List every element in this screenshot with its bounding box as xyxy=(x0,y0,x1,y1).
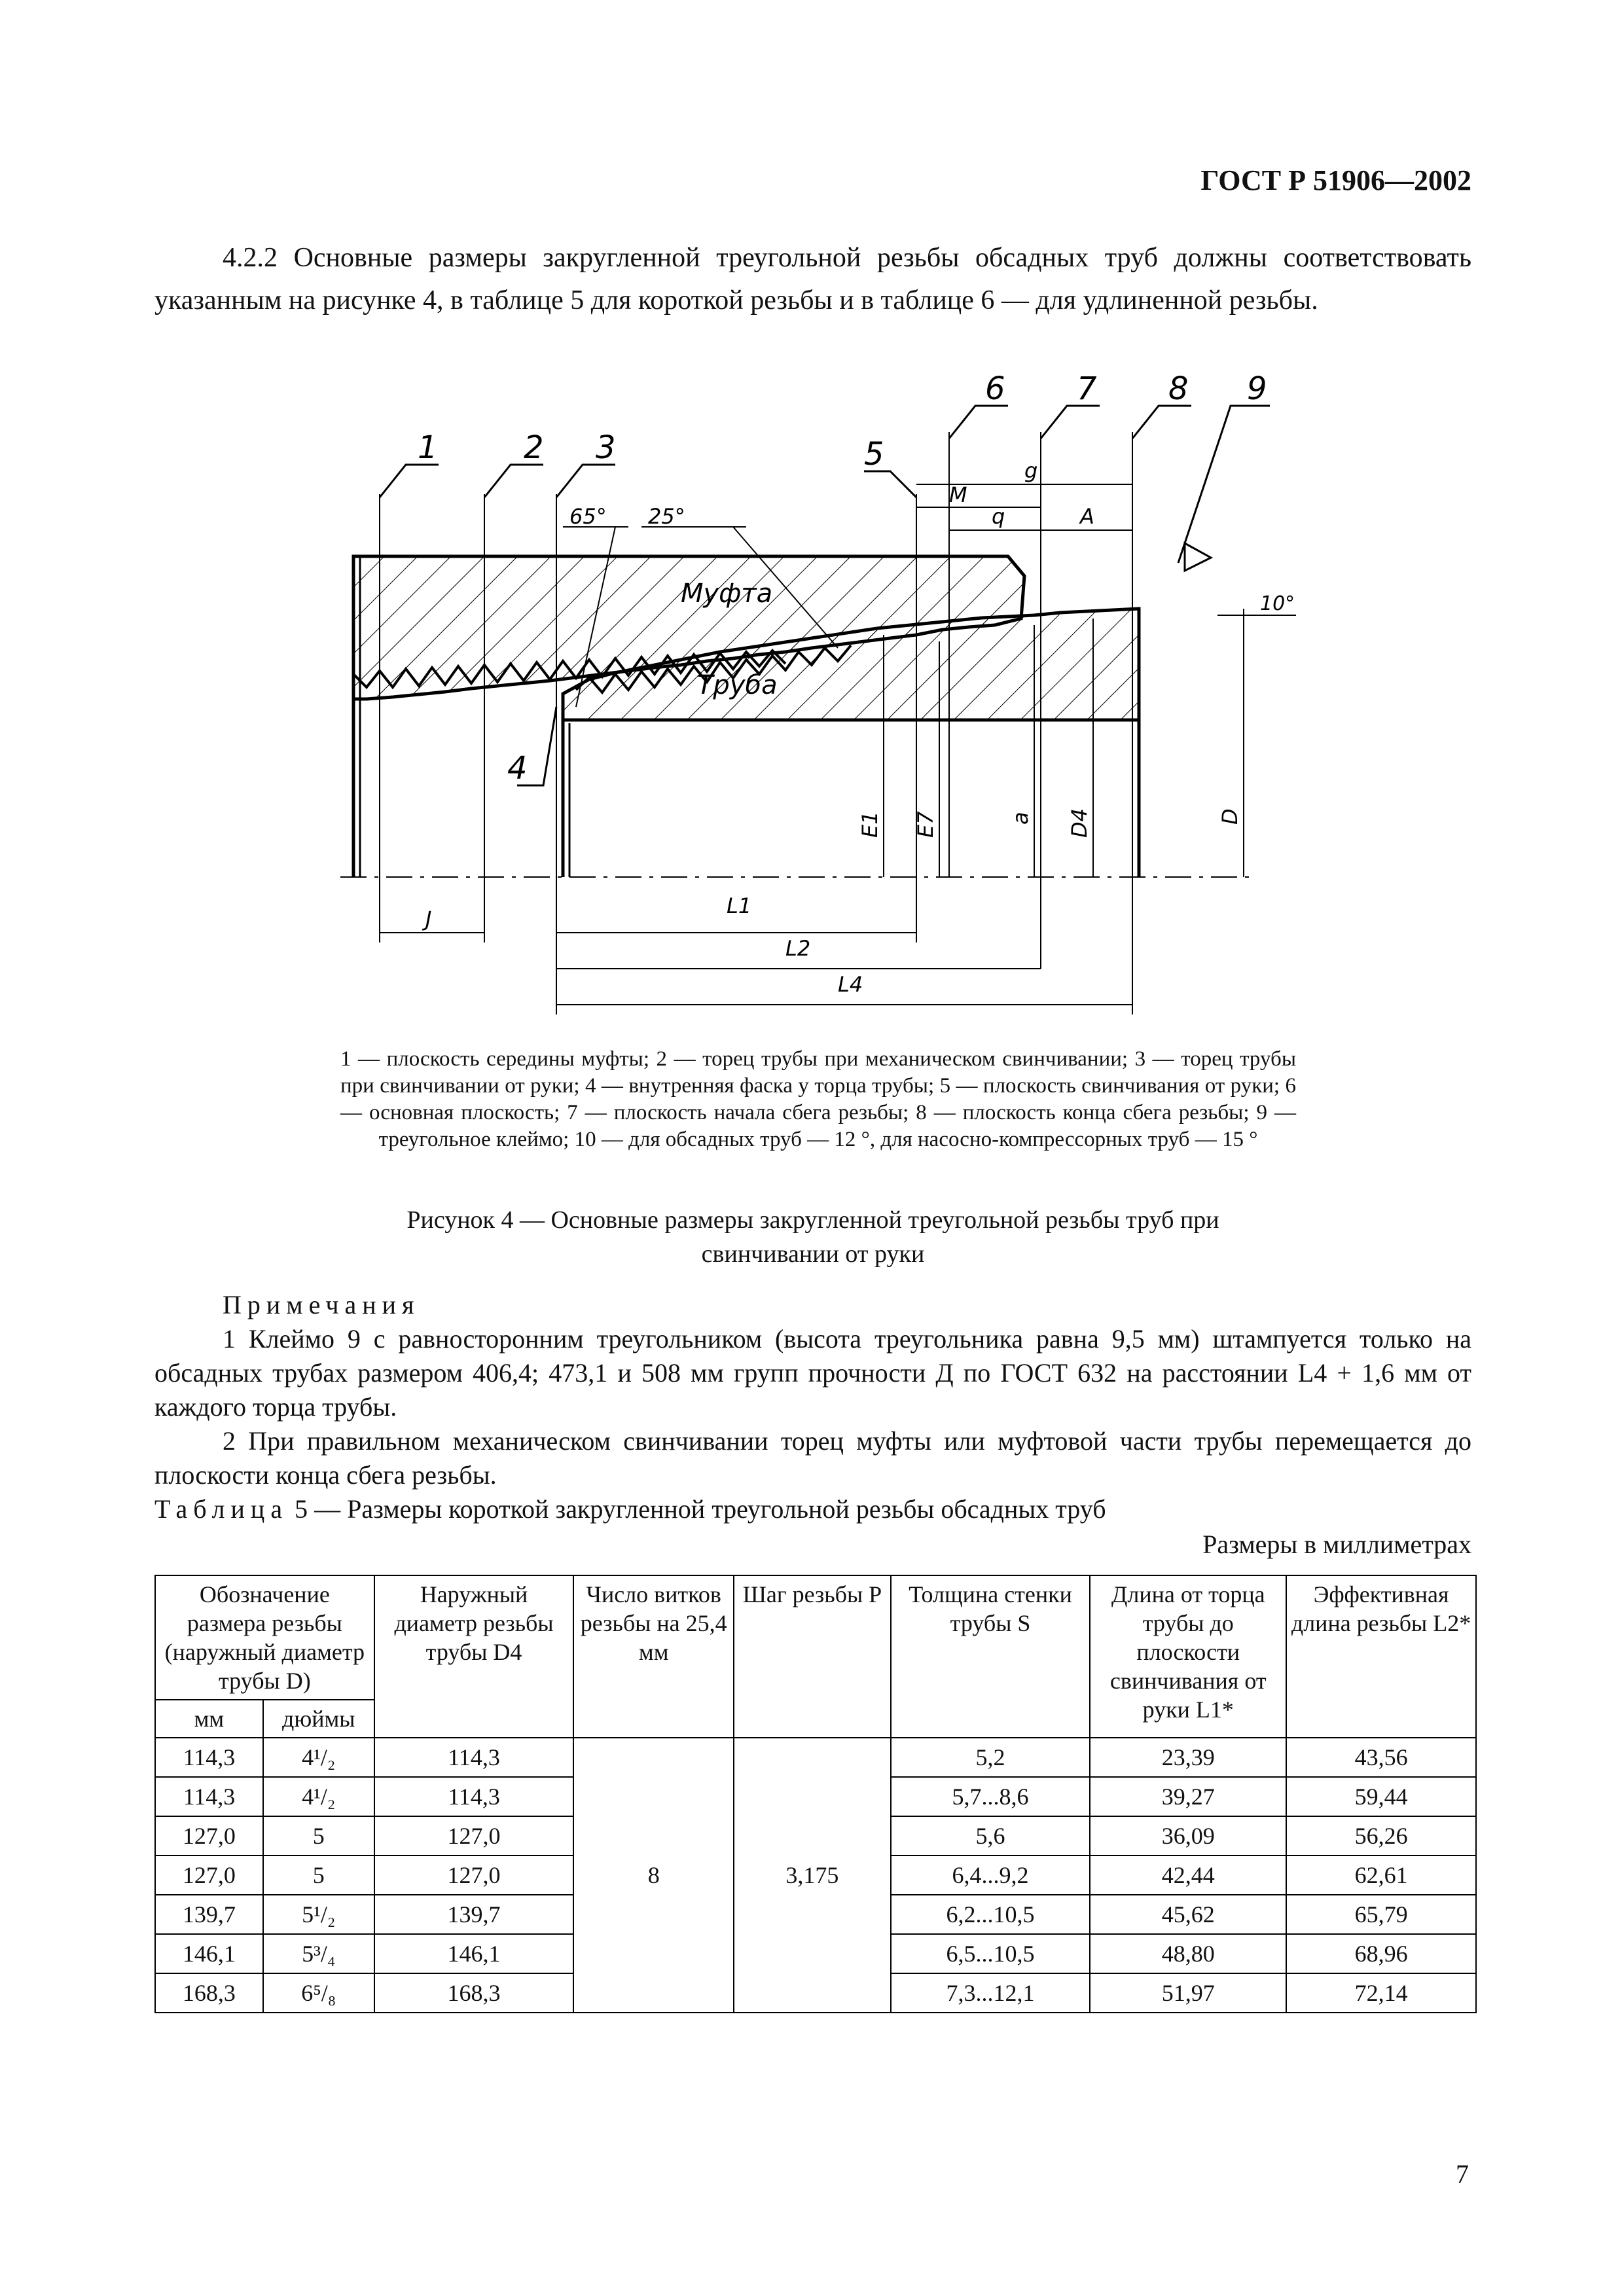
header-turns: Число витков резьбы на 25,4 мм xyxy=(573,1575,734,1738)
page-number: 7 xyxy=(1456,2159,1469,2189)
cell-wall: 5,2 xyxy=(891,1738,1090,1777)
intro-text: 4.2.2 Основные размеры закругленной треугольной резьбы обсадных труб должны соответствовать указанным на рисунке 4, в таблице 5 для короткой резьбы и в таблице 6 — для удлиненной резьбы. xyxy=(154,243,1471,315)
dim-a: a xyxy=(1008,812,1033,825)
callout-9: 9 xyxy=(1247,370,1267,407)
cell-mm: 127,0 xyxy=(155,1816,263,1856)
document-code: ГОСТ Р 51906—2002 xyxy=(1200,164,1471,196)
cell-length: 42,44 xyxy=(1090,1856,1286,1895)
dim-L4: L4 xyxy=(838,972,863,997)
cell-mm: 127,0 xyxy=(155,1856,263,1895)
dim-L2: L2 xyxy=(785,936,811,961)
cell-wall: 5,7...8,6 xyxy=(891,1777,1090,1816)
cell-length: 51,97 xyxy=(1090,1973,1286,2013)
cell-wall: 7,3...12,1 xyxy=(891,1973,1090,2013)
callout-1: 1 xyxy=(418,429,438,466)
cell-length: 23,39 xyxy=(1090,1738,1286,1777)
dim-E7: E7 xyxy=(913,811,938,838)
cell-effective: 59,44 xyxy=(1286,1777,1476,1816)
intro-paragraph xyxy=(154,237,1471,322)
note-2: 2 При правильном механическом свинчивании торец муфты или муфтовой части трубы перемещается до плоскости конца сбега резьбы. xyxy=(154,1426,1471,1490)
cell-effective: 65,79 xyxy=(1286,1895,1476,1934)
dim-D: D xyxy=(1217,808,1242,825)
header-outer-diameter: Наружный диаметр резьбы трубы D4 xyxy=(374,1575,574,1738)
thread-drawing xyxy=(340,367,1296,1034)
notes-title: Примечания xyxy=(223,1290,420,1319)
callout-4: 4 xyxy=(507,750,528,787)
cell-length: 36,09 xyxy=(1090,1816,1286,1856)
cell-d4: 127,0 xyxy=(374,1816,574,1856)
cell-effective: 72,14 xyxy=(1286,1973,1476,2013)
figure-legend: 1 — плоскость середины муфты; 2 — торец трубы при механическом свинчивании; 3 — торец трубы при свинчивании от руки; 4 — внутренняя фаска у торца трубы; 5 — плоскость свинчивания от руки; 6 — основная плоскость; 7 — плоскость начала сбега резьбы; 8 — плоскость конца сбега резьбы; 9 — треугольное клеймо; 10 — для обсадных труб — 12 °, для насосно-компрессорных труб — 15 ° xyxy=(340,1047,1296,1151)
cell-inches: 5 xyxy=(263,1856,374,1895)
cell-inches: 4¹/₂ xyxy=(263,1777,374,1816)
cell-effective: 68,96 xyxy=(1286,1934,1476,1973)
angle-65-label: 65° xyxy=(569,504,607,529)
callout-8: 8 xyxy=(1168,370,1189,407)
dim-q: q xyxy=(992,504,1005,529)
dim-A: A xyxy=(1080,504,1094,529)
cell-d4: 146,1 xyxy=(374,1934,574,1973)
table-units: Размеры в миллиметрах xyxy=(1202,1530,1471,1559)
header-designation: Обозначение размера резьбы (наружный диаметр трубы D) xyxy=(155,1575,374,1700)
dim-J: J xyxy=(425,906,432,931)
note-1: 1 Клеймо 9 с равносторонним треугольником (высота треугольника равна 9,5 мм) штампуется только на обсадных трубах размером 406,4; 473,1 и 508 мм групп прочности Д по ГОСТ 632 на расстоянии L4 + 1,6 мм от каждого торца трубы. xyxy=(154,1324,1471,1422)
cell-length: 39,27 xyxy=(1090,1777,1286,1816)
table-caption-word: Таблица xyxy=(154,1494,289,1524)
cell-wall: 5,6 xyxy=(891,1816,1090,1856)
triangle-stamp-icon xyxy=(1185,543,1211,571)
coupling-label: Муфта xyxy=(681,579,773,609)
cell-d4: 127,0 xyxy=(374,1856,574,1895)
dim-D4: D4 xyxy=(1067,808,1092,838)
table-row xyxy=(155,1738,1476,1777)
angle-10-label: 10° xyxy=(1260,592,1295,615)
header-wall: Толщина стенки трубы S xyxy=(891,1575,1090,1738)
figure-caption-line2: свинчивании от руки xyxy=(701,1240,925,1268)
cell-d4: 114,3 xyxy=(374,1738,574,1777)
header-inches: дюймы xyxy=(263,1700,374,1738)
callout-3: 3 xyxy=(596,429,616,466)
table-caption xyxy=(154,1494,1106,1524)
notes-section xyxy=(154,1288,1471,1492)
callout-6: 6 xyxy=(985,370,1005,407)
cell-length: 45,62 xyxy=(1090,1895,1286,1934)
cell-mm: 139,7 xyxy=(155,1895,263,1934)
angle-25-label: 25° xyxy=(648,504,685,529)
figure-caption-line1: Рисунок 4 — Основные размеры закругленной треугольной резьбы труб при xyxy=(406,1206,1219,1234)
cell-d4: 114,3 xyxy=(374,1777,574,1816)
dim-L1: L1 xyxy=(727,893,752,918)
dim-M: M xyxy=(949,482,967,507)
callout-7: 7 xyxy=(1077,370,1097,407)
header-length: Длина от торца трубы до плоскости свинчивания от руки L1* xyxy=(1090,1575,1286,1738)
cell-mm: 146,1 xyxy=(155,1934,263,1973)
cell-inches: 6⁵/₈ xyxy=(263,1973,374,2013)
cell-inches: 5 xyxy=(263,1816,374,1856)
figure-caption xyxy=(154,1203,1471,1271)
cell-mm: 114,3 xyxy=(155,1738,263,1777)
cell-pitch: 3,175 xyxy=(734,1738,891,2013)
table-caption-text: 5 — Размеры короткой закругленной треугольной резьбы обсадных труб xyxy=(295,1494,1106,1524)
header-mm: мм xyxy=(155,1700,263,1738)
header-effective: Эффективная длина резьбы L2* xyxy=(1286,1575,1476,1738)
pipe-label: Труба xyxy=(697,670,778,700)
cell-turns: 8 xyxy=(573,1738,734,2013)
cell-wall: 6,2...10,5 xyxy=(891,1895,1090,1934)
cell-d4: 139,7 xyxy=(374,1895,574,1934)
cell-effective: 43,56 xyxy=(1286,1738,1476,1777)
callout-2: 2 xyxy=(524,429,544,466)
cell-inches: 5¹/₂ xyxy=(263,1895,374,1934)
cell-wall: 6,5...10,5 xyxy=(891,1934,1090,1973)
thread-dimensions-table xyxy=(154,1575,1477,2013)
cell-effective: 56,26 xyxy=(1286,1816,1476,1856)
callout-5: 5 xyxy=(864,436,884,473)
dim-g: g xyxy=(1024,458,1038,483)
dim-E1: E1 xyxy=(857,811,882,838)
cell-inches: 4¹/₂ xyxy=(263,1738,374,1777)
cell-mm: 168,3 xyxy=(155,1973,263,2013)
cell-wall: 6,4...9,2 xyxy=(891,1856,1090,1895)
cell-d4: 168,3 xyxy=(374,1973,574,2013)
cell-length: 48,80 xyxy=(1090,1934,1286,1973)
header-pitch: Шаг резьбы P xyxy=(734,1575,891,1738)
cell-mm: 114,3 xyxy=(155,1777,263,1816)
cell-inches: 5³/₄ xyxy=(263,1934,374,1973)
cell-effective: 62,61 xyxy=(1286,1856,1476,1895)
